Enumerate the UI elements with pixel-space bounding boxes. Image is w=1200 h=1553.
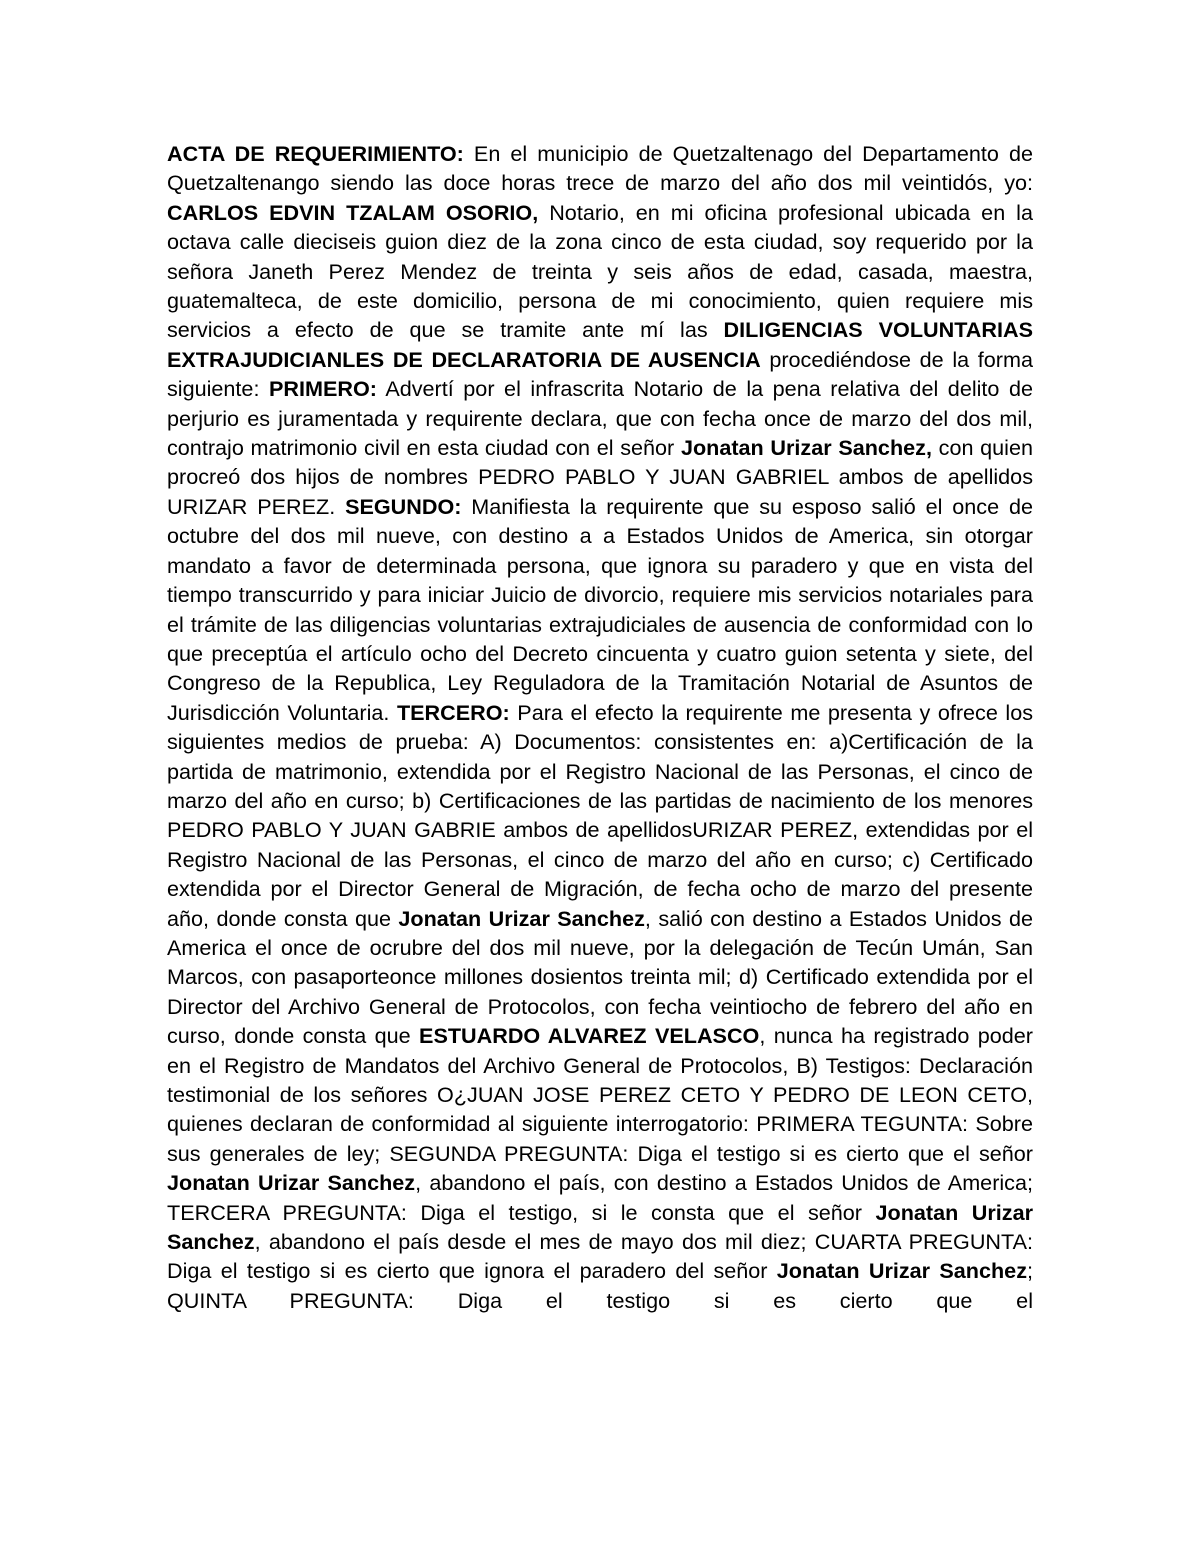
text-segment: , abandono el país desde el mes de mayo dos mil diez; CUARTA PREGUNTA: Diga el testigo si es cierto que ignora el paradero del señor [167,1229,1033,1284]
bold-text-segment: Jonatan Urizar Sanchez [398,905,645,931]
bold-text-segment: SEGUNDO: [345,493,462,519]
bold-text-segment: Jonatan Urizar Sanchez, [680,435,932,461]
text-segment: Notario, en mi oficina profesional ubicada en la octava calle dieciseis guion diez de la zona cinco de esta ciudad, soy requerido por la señora Janeth Perez Mendez de treinta y seis años de edad, casada, maestra, guatemalteca, de este domicilio, persona de mi conocimiento, quien requiere mis servicios a efecto de que se tramite ante mí las [167,199,1033,343]
bold-text-segment: PRIMERO: [269,376,377,402]
bold-text-segment: CARLOS EDVIN TZALAM OSORIO, [167,199,539,225]
text-segment: Para el efecto la requirente me presenta y ofrece los siguientes medios de prueba: A) Documentos: consistentes en: a)Certificación de la partida de matrimonio, extendida por el Registro Nacional de las Personas, el cinco de marzo del año en curso; b) Certificaciones de las partidas de nacimiento de los menores PEDRO PABLO Y JUAN GABRIE ambos de apellidosURIZAR PEREZ, extendidas por el Registro Nacional de las Personas, el cinco de marzo del año en curso; c) Certificado extendida por el Director General de Migración, de fecha ocho de marzo del presente año, donde consta que [167,699,1034,931]
text-segment: , nunca ha registrado poder en el Registro de Mandatos del Archivo General de Protocolos, B) Testigos: Declaración testimonial de los señores O¿JUAN JOSE PEREZ CETO Y PEDRO DE LEON CETO, quienes declaran de conformidad al siguiente interrogatorio: PRIMERA TEGUNTA: Sobre sus generales de ley; SEGUNDA PREGUNTA: Diga el testigo si es cierto que el señor [167,1023,1033,1166]
text-segment: ; QUINTA PREGUNTA: Diga el testigo si es cierto que el [167,1258,1033,1313]
bold-text-segment: ESTUARDO ALVAREZ VELASCO [419,1023,760,1049]
text-segment: , abandono el país, con destino a Estados Unidos de America; TERCERA PREGUNTA: Diga el testigo, si le consta que el señor [167,1170,1033,1225]
text-segment: En el municipio de Quetzaltenago del Departamento de Quetzaltenango siendo las doce horas trece de marzo del año dos mil veintidós, yo: [167,141,1033,196]
document-body-paragraph [167,139,1033,1315]
text-segment: Advertí por el infrascrita Notario de la pena relativa del delito de perjurio es juramentada y requirente declara, que con fecha once de marzo del dos mil, contrajo matrimonio civil en esta ciudad con el señor [167,376,1034,461]
text-segment: , salió con destino a Estados Unidos de America el once de ocrubre del dos mil nueve, por la delegación de Tecún Umán, San Marcos, con pasaporteonce millones dosientos treinta mil; d) Certificado extendida por el Director del Archivo General de Protocolos, con fecha veintiocho de febrero del año en curso, donde consta que [167,905,1033,1049]
bold-text-segment: Jonatan Urizar Sanchez [776,1258,1027,1284]
bold-text-segment: ACTA DE REQUERIMIENTO: [167,141,464,166]
bold-text-segment: DILIGENCIAS VOLUNTARIAS EXTRAJUDICIANLES DE DECLARATORIA DE AUSENCIA [167,317,1033,372]
bold-text-segment: TERCERO: [396,699,510,725]
text-segment: procediéndose de la forma siguiente: [167,346,1033,402]
bold-text-segment: Jonatan Urizar Sanchez [167,1199,1033,1255]
text-segment: con quien procreó dos hijos de nombres PEDRO PABLO Y JUAN GABRIEL ambos de apellidos URIZAR PEREZ. [167,435,1033,519]
bold-text-segment: Jonatan Urizar Sanchez [167,1170,416,1196]
text-segment: Manifiesta la requirente que su esposo salió el once de octubre del dos mil nueve, con destino a a Estados Unidos de America, sin otorgar mandato a favor de determinada persona, que ignora su paradero y que en vista del tiempo transcurrido y para iniciar Juicio de divorcio, requiere mis servicios notariales para el trámite de las diligencias voluntarias extrajudiciales de ausencia de conformidad con lo que preceptúa el artículo ocho del Decreto cincuenta y cuatro guion setenta y siete, del Congreso de la Republica, Ley Reguladora de la Tramitación Notarial de Asuntos de Jurisdicción Voluntaria. [167,493,1033,725]
